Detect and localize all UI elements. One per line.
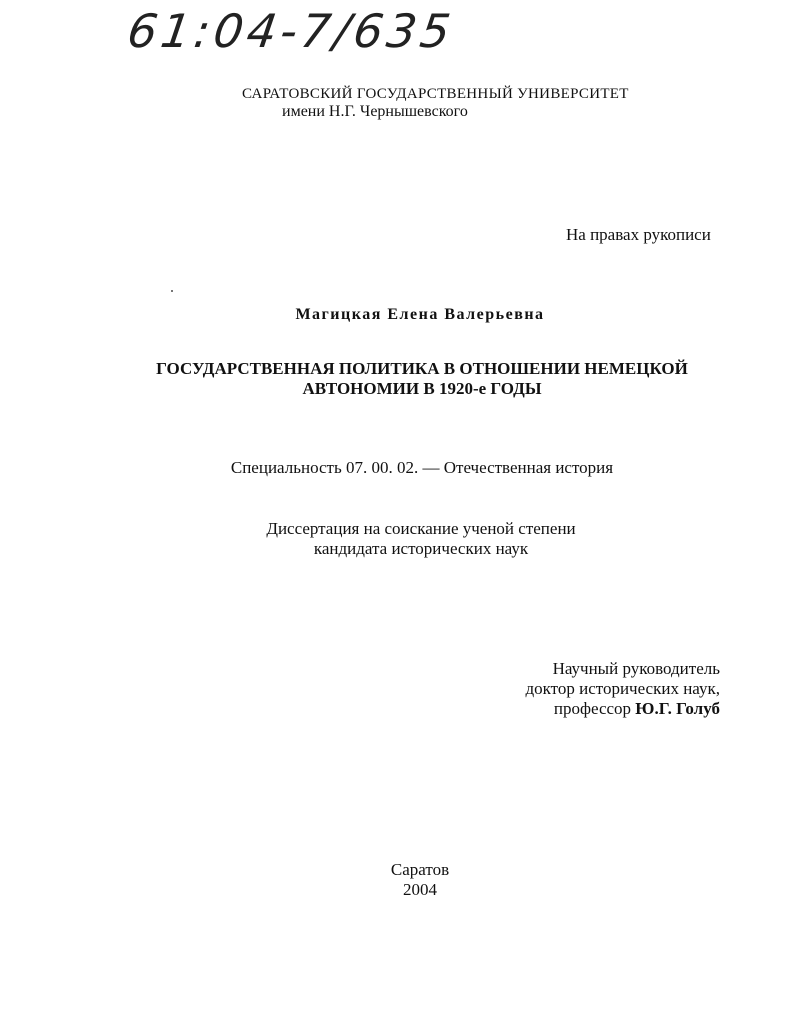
university-name: САРАТОВСКИЙ ГОСУДАРСТВЕННЫЙ УНИВЕРСИТЕТ <box>242 86 629 102</box>
degree-line-2: кандидата исторических наук <box>313 539 529 558</box>
degree-statement <box>0 519 793 559</box>
year: 2004 <box>403 880 437 899</box>
dissertation-title <box>0 359 793 399</box>
manuscript-rights-note: На правах рукописи <box>566 225 711 244</box>
supervisor-title-line <box>525 699 720 719</box>
scan-speck <box>171 290 173 292</box>
author-name: Магицкая Елена Валерьевна <box>295 306 545 323</box>
title-line-2: АВТОНОМИИ В 1920-е ГОДЫ <box>302 379 542 398</box>
speciality-line: Специальность 07. 00. 02. — Отечественная история <box>230 458 614 477</box>
supervisor-label: Научный руководитель <box>552 659 720 678</box>
handwritten-catalog-number: 61:04-7/635 <box>124 4 458 58</box>
supervisor-name: Ю.Г. Голуб <box>635 699 720 718</box>
degree-line-1: Диссертация на соискание ученой степени <box>266 519 576 538</box>
supervisor-title: профессор <box>553 699 632 718</box>
city: Саратов <box>390 860 450 879</box>
supervisor-block <box>525 659 720 719</box>
university-honorific: имени Н.Г. Чернышевского <box>282 103 468 120</box>
title-line-1: ГОСУДАРСТВЕННАЯ ПОЛИТИКА В ОТНОШЕНИИ НЕМЕЦКОЙ <box>156 359 688 378</box>
place-and-year <box>0 860 793 900</box>
supervisor-degree: доктор исторических наук, <box>525 679 720 698</box>
